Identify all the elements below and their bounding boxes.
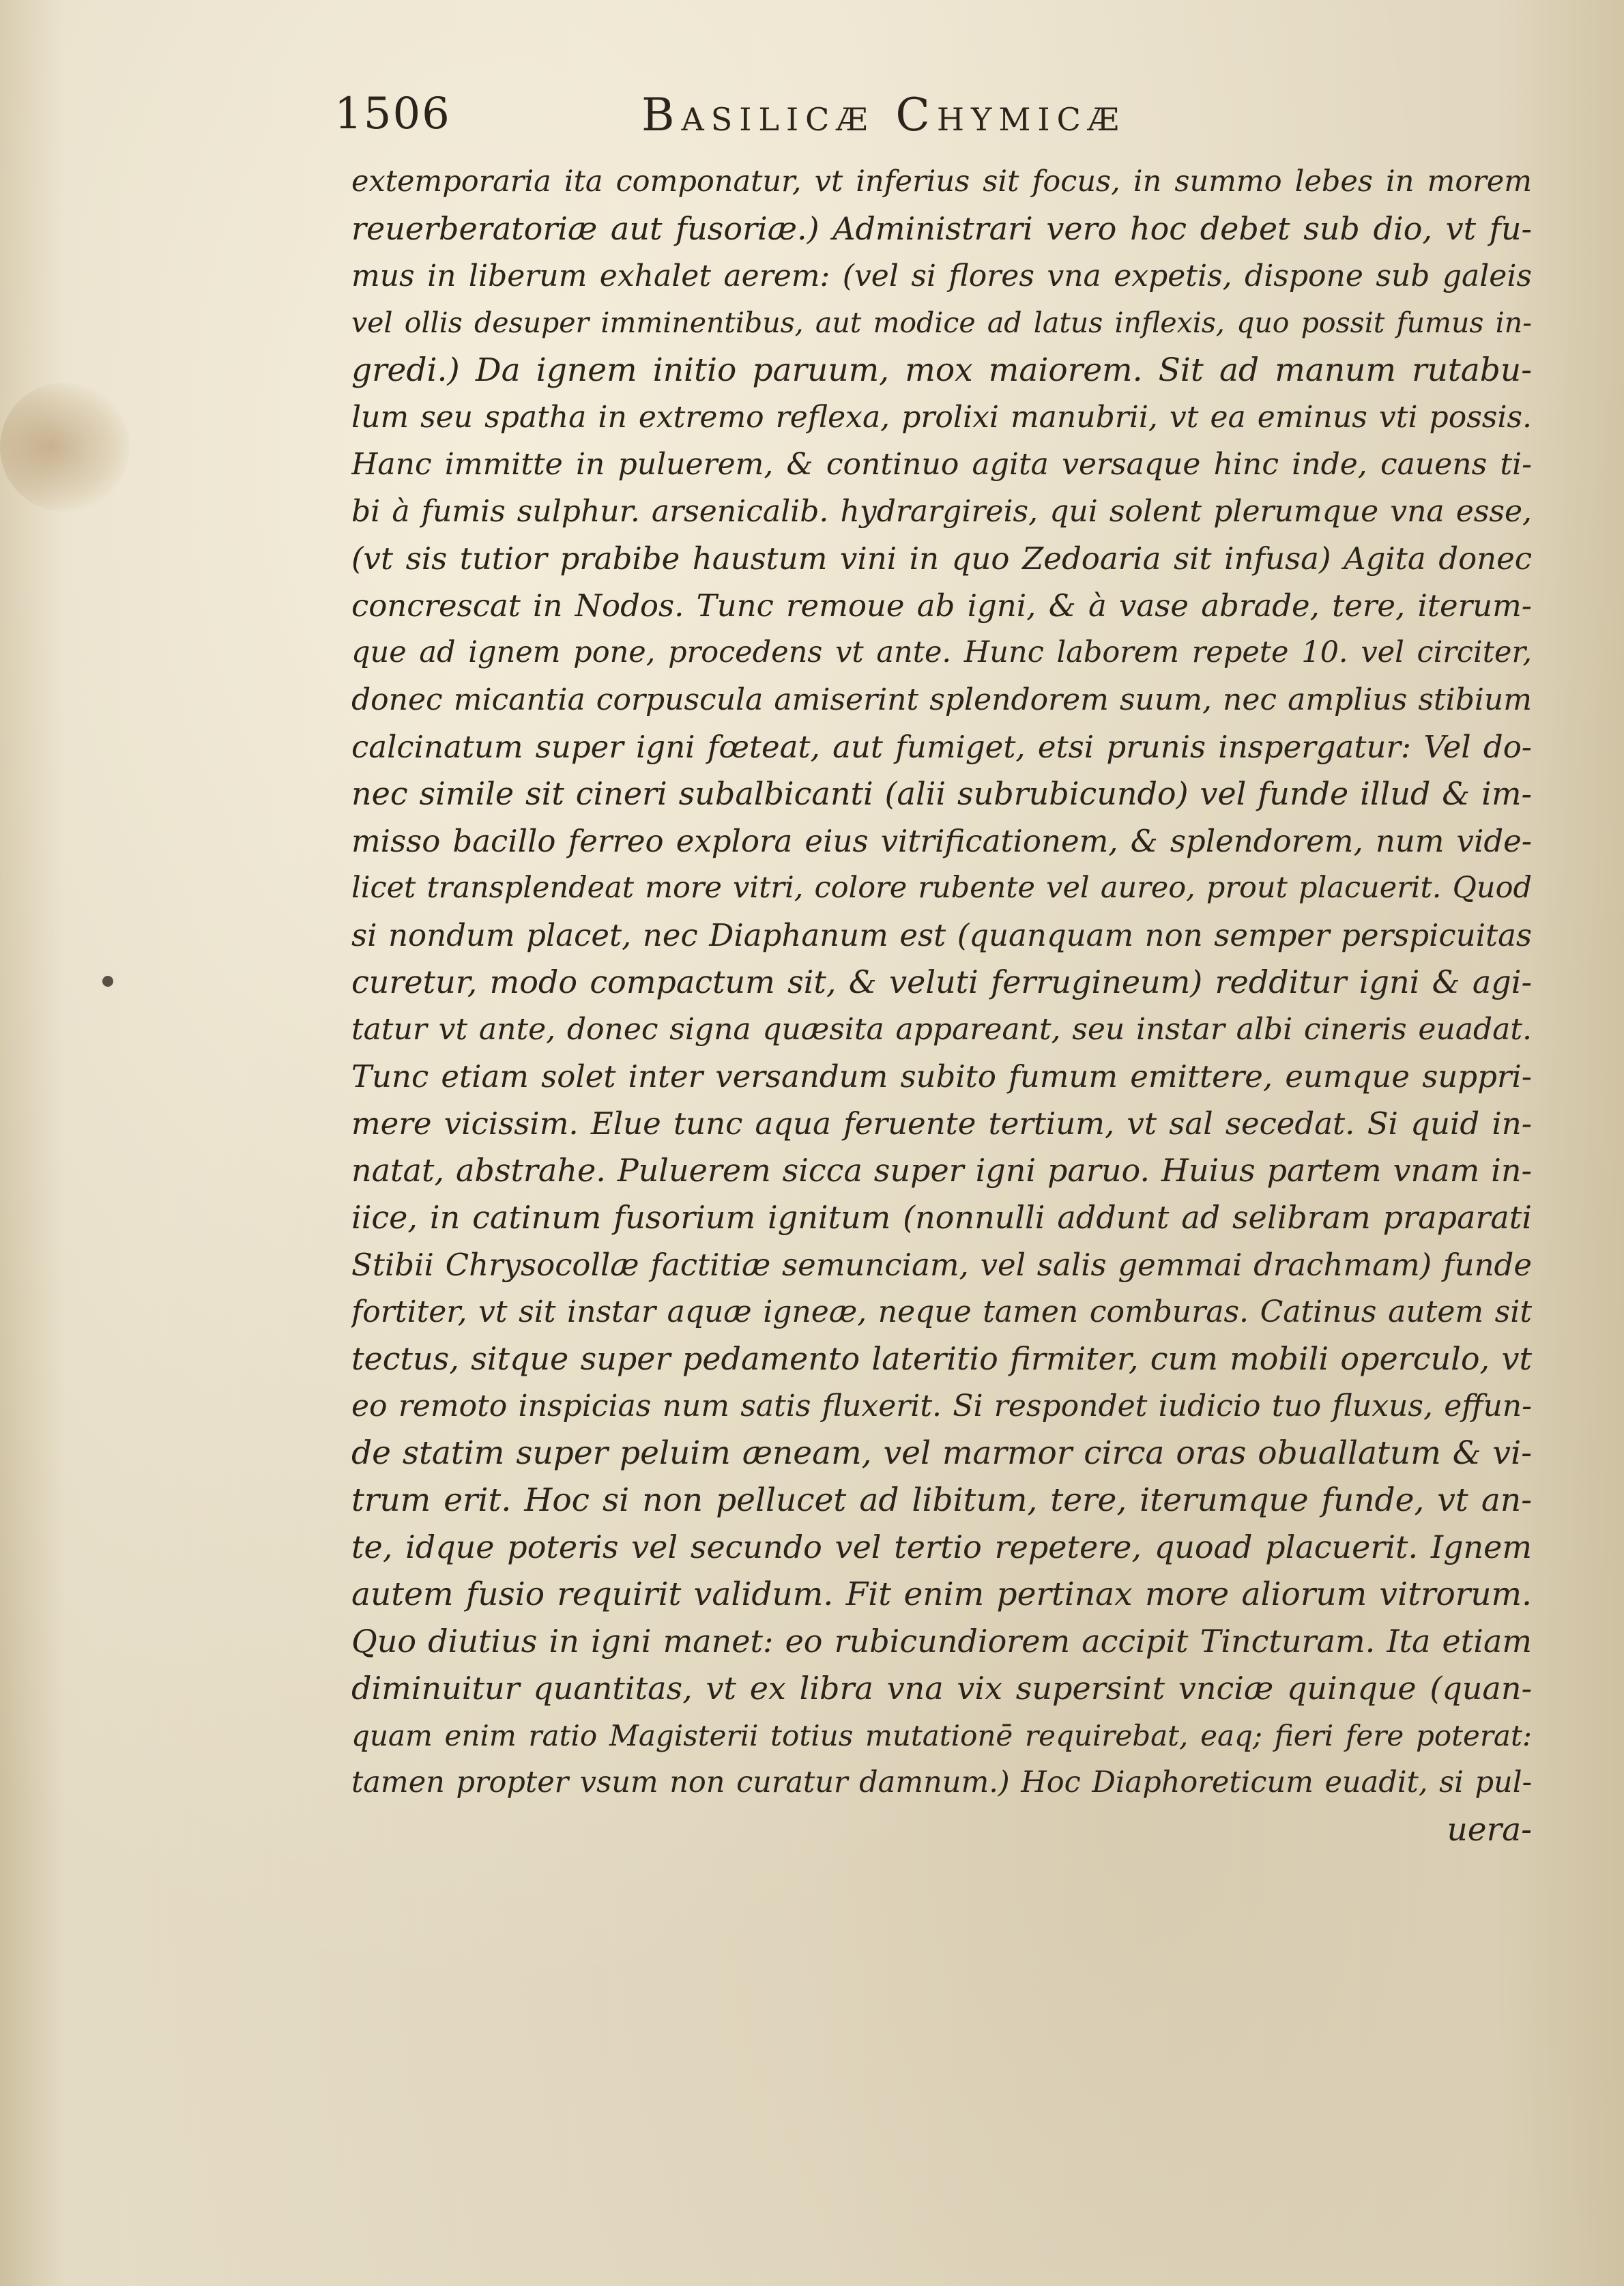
text-line: mus in liberum exhalet aerem: (vel si flores vna expetis, dispone sub galeis (351, 259, 1532, 293)
text-line: (vt sis tutior prabibe haustum vini in quo Zedoaria sit infusa) Agita donec (351, 540, 1532, 577)
text-line: que ad ignem pone, procedens vt ante. Hunc laborem repete 10. vel circiter, (351, 635, 1532, 669)
text-line: Quo diutius in igni manet: eo rubicundiorem accipit Tincturam. Ita etiam (351, 1623, 1532, 1660)
text-line: nec simile sit cineri subalbicanti (alii subrubicundo) vel funde illud & im- (351, 775, 1532, 812)
text-line: quam enim ratio Magisterii totius mutationē requirebat, eaq; fieri fere poterat: (351, 1719, 1532, 1752)
text-line: vel ollis desuper imminentibus, aut modice ad latus inflexis, quo possit fumus in- (351, 306, 1532, 339)
text-line: licet transplendeat more vitri, colore rubente vel aureo, prout placuerit. Quod (351, 871, 1532, 905)
text-line: concrescat in Nodos. Tunc remoue ab igni, & à vase abrade, tere, iterum- (351, 588, 1532, 624)
page-number: 1506 (334, 89, 451, 139)
text-line: bi à fumis sulphur. arsenicalib. hydrargireis, qui solent plerumque vna esse, (351, 494, 1532, 529)
text-line: gredi.) Da ignem initio paruum, mox maiorem. Sit ad manum rutabu- (351, 351, 1532, 389)
text-line: tamen propter vsum non curatur damnum.) Hoc Diaphoreticum euadit, si pul- (351, 1765, 1532, 1799)
text-line: eo remoto inspicias num satis fluxerit. Si respondet iudicio tuo fluxus, effun- (351, 1389, 1532, 1423)
text-line: de statim super peluim æneam, vel marmor circa oras obuallatum & vi- (351, 1434, 1532, 1472)
text-line: mere vicissim. Elue tunc aqua feruente tertium, vt sal secedat. Si quid in- (351, 1105, 1532, 1142)
catchword: uera- (1447, 1811, 1532, 1849)
text-line: Hanc immitte in puluerem, & continuo agita versaque hinc inde, cauens ti- (351, 447, 1532, 482)
text-line: reuerberatoriæ aut fusoriæ.) Administrari vero hoc debet sub dio, vt fu- (351, 210, 1532, 247)
page-header (334, 89, 1290, 164)
text-line: tectus, sitque super pedamento lateritio firmiter, cum mobili operculo, vt (351, 1340, 1532, 1377)
text-line: extemporaria ita componatur, vt inferius sit focus, in summo lebes in morem (351, 164, 1532, 199)
text-line: calcinatum super igni fœteat, aut fumiget, etsi prunis inspergatur: Vel do- (351, 729, 1532, 765)
text-line: Stibii Chrysocollæ factitiæ semunciam, vel salis gemmai drachmam) funde (351, 1247, 1532, 1283)
text-line: iice, in catinum fusorium ignitum (nonnulli addunt ad selibram praparati (351, 1199, 1532, 1236)
ink-speck (102, 976, 113, 987)
text-line: te, idque poteris vel secundo vel tertio repetere, quoad placuerit. Ignem (351, 1529, 1532, 1565)
text-line: lum seu spatha in extremo reflexa, prolixi manubrii, vt ea eminus vti possis. (351, 400, 1532, 435)
text-line: misso bacillo ferreo explora eius vitrificationem, & splendorem, num vide- (351, 823, 1532, 859)
body-text (351, 158, 1532, 2069)
text-line: diminuitur quantitas, vt ex libra vna vix supersint vnciæ quinque (quan- (351, 1670, 1532, 1707)
water-stain (0, 382, 130, 512)
text-line: curetur, modo compactum sit, & veluti ferrugineum) redditur igni & agi- (351, 964, 1532, 1000)
text-line: si nondum placet, nec Diaphanum est (quanquam non semper perspicuitas (351, 917, 1532, 953)
text-line: Tunc etiam solet inter versandum subito fumum emittere, eumque suppri- (351, 1058, 1532, 1095)
text-line: fortiter, vt sit instar aquæ igneæ, neque tamen comburas. Catinus autem sit (351, 1294, 1532, 1329)
text-line: autem fusio requirit validum. Fit enim pertinax more aliorum vitrorum. (351, 1576, 1532, 1613)
text-line: tatur vt ante, donec signa quæsita appareant, seu instar albi cineris euadat. (351, 1012, 1532, 1047)
running-head: Basilicæ Chymicæ (641, 89, 1126, 141)
text-line: natat, abstrahe. Puluerem sicca super igni paruo. Huius partem vnam in- (351, 1152, 1532, 1189)
text-line: trum erit. Hoc si non pellucet ad libitum, tere, iterumque funde, vt an- (351, 1481, 1532, 1519)
text-line: donec micantia corpuscula amiserint splendorem suum, nec amplius stibium (351, 682, 1532, 717)
